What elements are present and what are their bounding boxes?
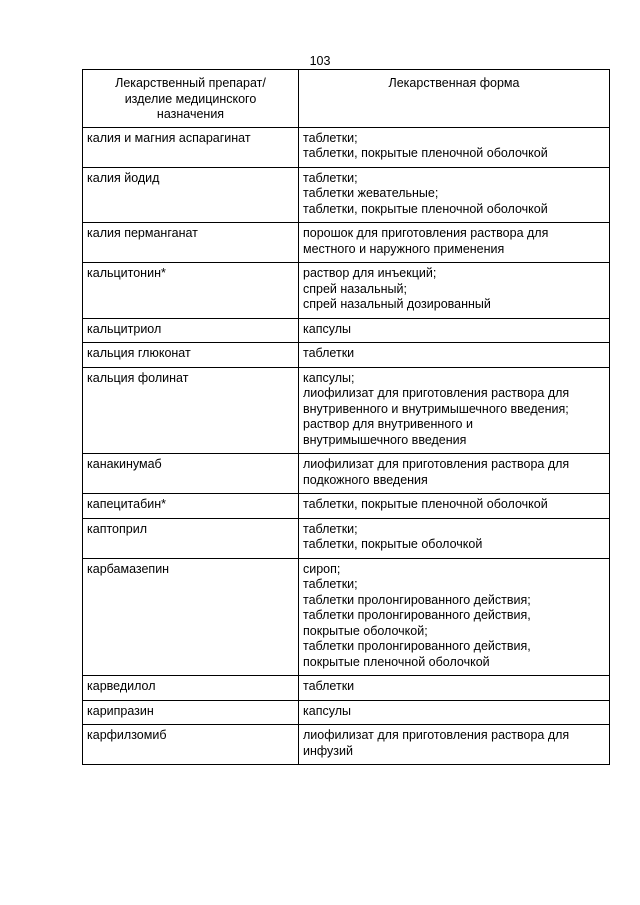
header-row [83,70,610,128]
dosage-form-line: спрей назальный; [303,281,407,296]
dosage-form-line: таблетки, покрытые пленочной оболочкой [303,201,548,216]
dosage-form-line: капсулы; [303,370,355,385]
dosage-form-line: таблетки, покрытые оболочкой [303,537,483,551]
drug-name-cell: кальцитриол [83,318,299,343]
table-row [83,494,610,519]
table-row [83,367,610,454]
dosage-form-line: раствор для инъекций; [303,266,437,280]
header-drug-line: изделие медицинского [124,91,257,106]
dosage-form-cell [299,127,610,167]
dosage-form-line: таблетки [303,679,355,693]
dosage-form-line: порошок для приготовления раствора для [303,226,549,240]
dosage-form-cell [299,700,610,725]
dosage-form-line: таблетки; [303,170,358,185]
drug-name-cell: карведилол [83,676,299,701]
table-row [83,676,610,701]
table-row [83,725,610,765]
dosage-form-line: таблетки; [303,130,358,145]
dosage-form-line: раствор для внутривенного и [303,417,473,431]
dosage-form-line: таблетки жевательные; [303,186,439,200]
dosage-form-line: подкожного введения [303,472,428,487]
drug-name-cell: канакинумаб [83,454,299,494]
dosage-form-line: местного и наружного применения [303,241,505,256]
dosage-form-cell [299,167,610,223]
dosage-form-line: лиофилизат для приготовления раствора для [303,728,570,742]
drug-name-cell: калия йодид [83,167,299,223]
table-row [83,127,610,167]
dosage-form-line: покрытые оболочкой; [303,623,428,638]
dosage-form-line: таблетки, покрытые пленочной оболочкой [303,497,548,511]
header-form: Лекарственная форма [299,70,610,128]
drug-name-cell: капецитабин* [83,494,299,519]
dosage-form-line: внутримышечного введения [303,432,467,447]
dosage-form-line: лиофилизат для приготовления раствора для [303,386,570,400]
drug-name-cell: карипразин [83,700,299,725]
drug-name-cell: кальция фолинат [83,367,299,454]
header-drug-line: Лекарственный препарат/ [115,76,266,90]
dosage-form-line: таблетки пролонгированного действия, [303,639,531,653]
dosage-form-line: таблетки; [303,577,358,591]
dosage-form-cell [299,318,610,343]
table-row [83,518,610,558]
drug-name-cell: калия перманганат [83,223,299,263]
table-row [83,343,610,368]
table-row [83,167,610,223]
dosage-form-line: спрей назальный дозированный [303,297,491,311]
table-row [83,700,610,725]
table-row [83,263,610,319]
table-row [83,558,610,676]
drug-name-cell: каптоприл [83,518,299,558]
dosage-form-cell [299,558,610,676]
table-row [83,223,610,263]
dosage-form-line: капсулы [303,321,351,336]
table-body [83,127,610,765]
dosage-form-line: лиофилизат для приготовления раствора для [303,457,570,471]
dosage-form-line: капсулы [303,703,351,718]
header-drug-line: назначения [156,107,225,121]
dosage-form-line: внутривенного и внутримышечного введения; [303,401,569,416]
dosage-form-cell [299,725,610,765]
drug-name-cell: карбамазепин [83,558,299,676]
dosage-form-cell [299,263,610,319]
dosage-form-line: таблетки; [303,521,358,536]
dosage-form-line: таблетки, покрытые пленочной оболочкой [303,146,548,160]
dosage-form-cell [299,494,610,519]
drug-name-cell: калия и магния аспарагинат [83,127,299,167]
table-row [83,454,610,494]
dosage-form-line: таблетки пролонгированного действия, [303,608,531,622]
dosage-form-line: покрытые пленочной оболочкой [303,654,490,669]
dosage-form-cell [299,676,610,701]
drug-name-cell: карфилзомиб [83,725,299,765]
dosage-form-cell [299,454,610,494]
table-row [83,318,610,343]
dosage-form-cell [299,223,610,263]
drug-name-cell: кальция глюконат [83,343,299,368]
drug-name-cell: кальцитонин* [83,263,299,319]
dosage-form-line: таблетки [303,346,355,360]
dosage-form-line: таблетки пролонгированного действия; [303,592,531,607]
dosage-form-cell [299,518,610,558]
drug-table [82,69,610,765]
dosage-form-cell [299,367,610,454]
dosage-form-line: сироп; [303,561,341,576]
header-drug [83,70,299,128]
page-number: 103 [309,54,331,68]
dosage-form-line: инфузий [303,743,353,758]
dosage-form-cell [299,343,610,368]
